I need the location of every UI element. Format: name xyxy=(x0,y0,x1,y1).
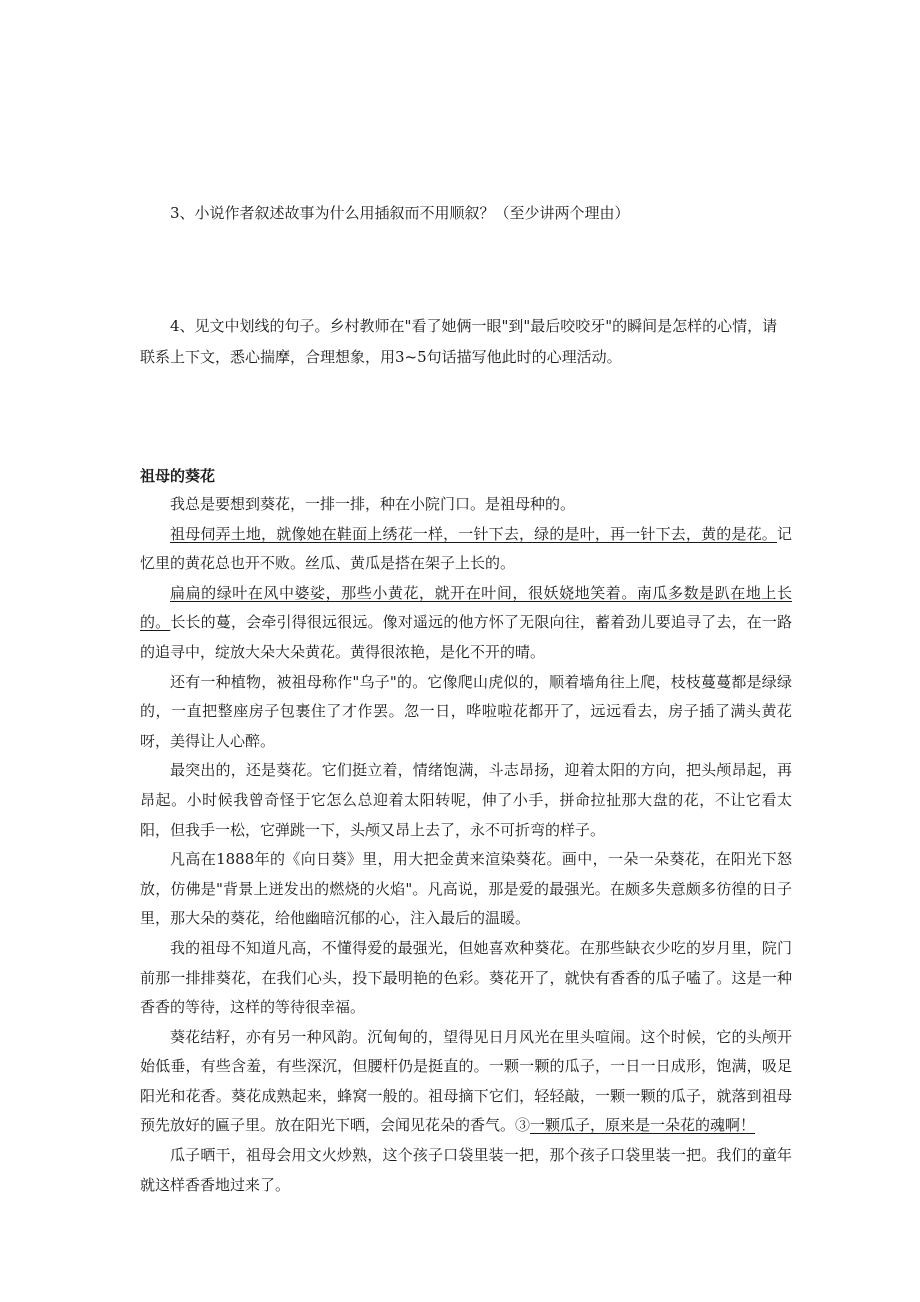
paragraph-7: 我的祖母不知道凡高，不懂得爱的最强光，但她喜欢种葵花。在那些缺衣少吃的岁月里，院门前那一排排葵花，在我们心头，投下最明艳的色彩。葵花开了，就快有香香的瓜子嗑了。这是一种香香的等待，这样的等待很幸福。 xyxy=(140,938,792,1017)
underlined-sentence-2: 扁扁的绿叶在风中婆娑，那些小黄花，就开在叶间，很妖娆地笑着。南瓜多数是趴在地上长的。 xyxy=(140,583,792,632)
paragraph-9: 瓜子晒干，祖母会用文火炒熟，这个孩子口袋里装一把，那个孩子口袋里装一把。我们的童年就这样香香地过来了。 xyxy=(140,1146,792,1194)
question-3: 3、小说作者叙述故事为什么用插叙而不用顺叙？（至少讲两个理由） xyxy=(170,204,630,222)
paragraph-4: 还有一种植物，被祖母称作"乌子"的。它像爬山虎似的，顺着墙角往上爬，枝枝蔓蔓都是绿绿的，一直把整座房子包裹住了才作罢。忽一日，哗啦啦花都开了，远远看去，房子插了满头黄花呀，美得让人心醉。 xyxy=(140,672,792,750)
paragraph-5: 最突出的，还是葵花。它们挺立着，情绪饱满，斗志昂扬，迎着太阳的方向，把头颅昂起，再昂起。小时候我曾奇怪于它怎么总迎着太阳转呢，伸了小手，拼命拉扯那大盘的花，不让它看太阳，但我手一松，它弹跳一下，头颅又昂上去了，永不可折弯的样子。 xyxy=(140,761,792,839)
paragraph-2-text: 记忆里的黄花总也开不败。丝瓜、黄瓜是搭在架子上长的。 xyxy=(140,524,792,573)
paragraph-8 xyxy=(140,1023,792,1141)
underlined-sentence-1: 祖母伺弄土地，就像她在鞋面上绣花一样，一针下去，绿的是叶，再一针下去，黄的是花。 xyxy=(170,524,777,543)
paragraph-8-text: 葵花结籽，亦有另一种风韵。沉甸甸的，望得见日月风光在里头喧闹。这个时候，它的头颅开始低垂，有些含羞，有些深沉，但腰杆仍是挺直的。一颗一颗的瓜子，一日一日成形，饱满，吸足阳光和花香。葵花成熟起来，蜂窝一般的。祖母摘下它们，轻轻敲，一颗一颗的瓜子，就落到祖母预先放好的匾子里。放在阳光下晒，会闻见花朵的香气。③ xyxy=(140,1027,792,1135)
paragraph-3 xyxy=(140,579,792,668)
paragraph-3-text: 长长的蔓，会牵引得很远很远。像对遥远的他方怀了无限向往，蓄着劲儿要追寻了去，在一路的追寻中，绽放大朵大朵黄花。黄得很浓艳，是化不开的晴。 xyxy=(140,613,792,661)
paragraph-2 xyxy=(140,520,792,579)
underlined-sentence-3: 一颗瓜子，原来是一朵花的魂啊！ xyxy=(530,1116,756,1135)
article-body xyxy=(140,490,792,1200)
paragraph-1: 我总是要想到葵花，一排一排，种在小院门口。是祖母种的。 xyxy=(170,495,576,513)
paragraph-6: 凡高在1888年的《向日葵》里，用大把金黄来渲染葵花。画中，一朵一朵葵花，在阳光下怒放，仿佛是"背景上迸发出的燃烧的火焰"。凡高说，那是爱的最强光。在颇多失意颇多彷徨的日子里，那大朵的葵花，给他幽暗沉郁的心，注入最后的温暖。 xyxy=(140,850,792,928)
question-4: 4、见文中划线的句子。乡村教师在"看了她俩一眼"到"最后咬咬牙"的瞬间是怎样的心情，请联系上下文，悉心揣摩，合理想象，用3~5句话描写他此时的心理活动。 xyxy=(140,317,778,366)
article-title: 祖母的葵花 xyxy=(140,467,216,485)
